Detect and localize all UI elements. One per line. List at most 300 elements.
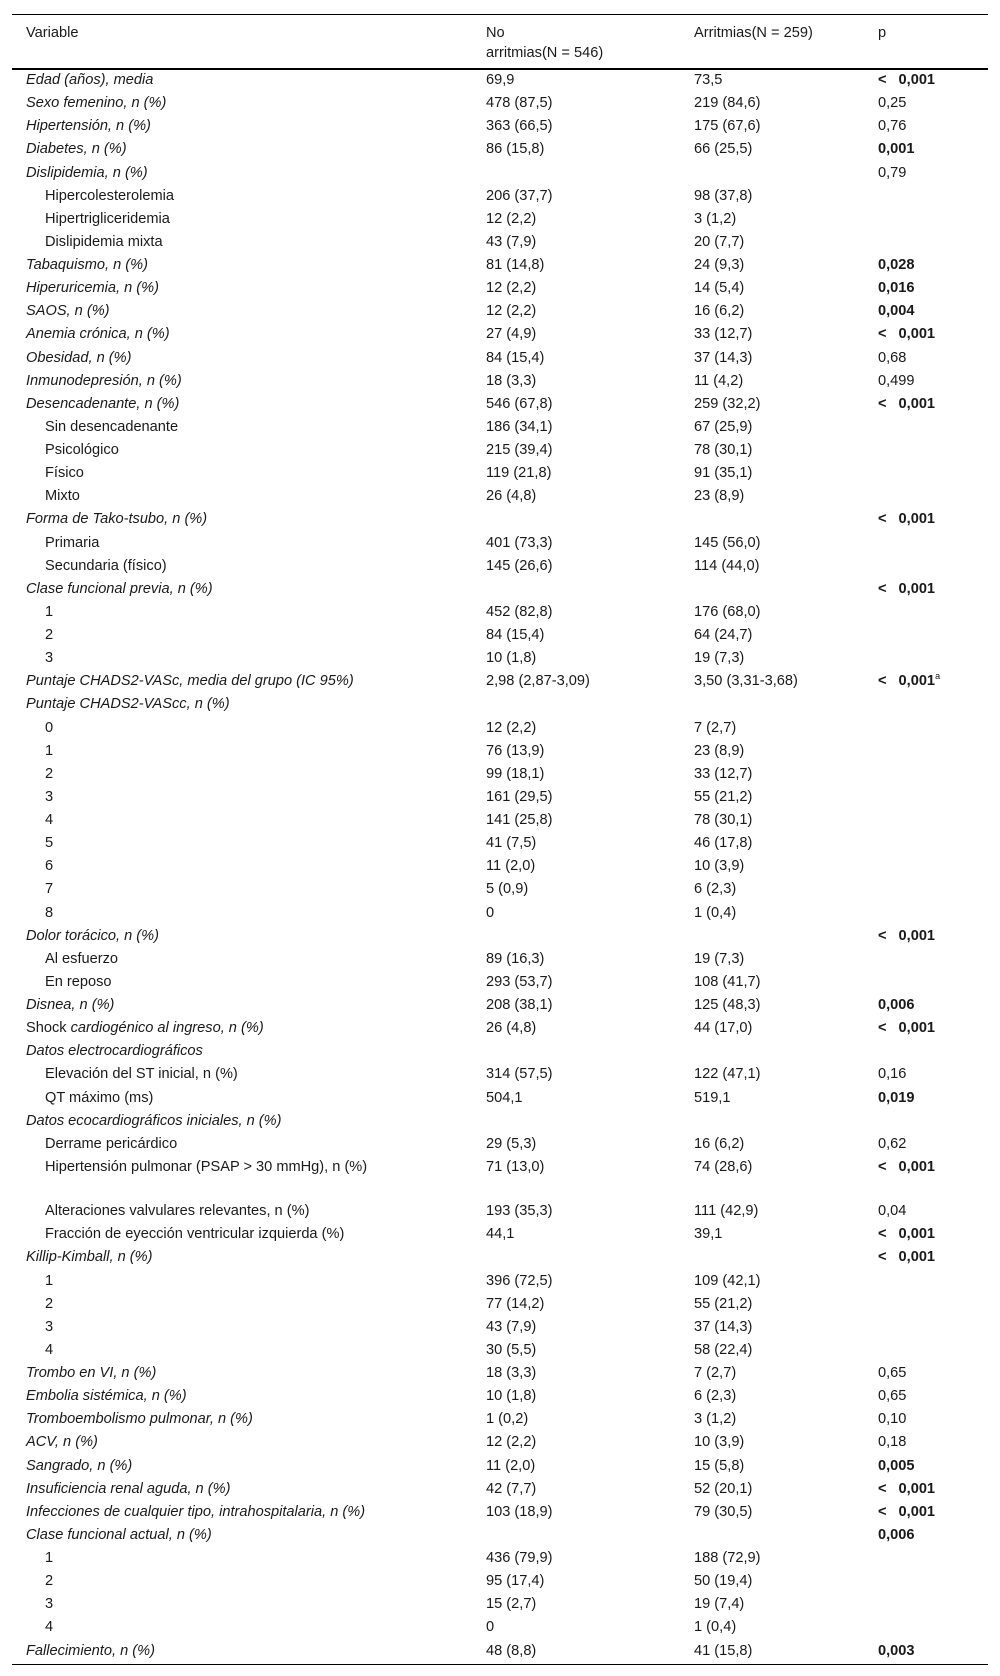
- variable-label: Datos ecocardiográficos iniciales, n (%): [26, 1112, 282, 1129]
- arritmias-cell: 1 (0,4): [694, 904, 737, 921]
- variable-label: 1: [45, 603, 54, 620]
- p-value-cell: [864, 209, 988, 232]
- no-arritmias-cell: [472, 163, 680, 186]
- variable-label: Edad (años), media: [26, 72, 154, 88]
- table-row: [12, 1479, 988, 1502]
- no-arritmias-cell: 119 (21,8): [486, 465, 552, 482]
- table-row: [12, 903, 988, 926]
- variable-label: Fracción de eyección ventricular izquierda (%): [45, 1226, 345, 1243]
- table-row: [12, 949, 988, 972]
- arritmias-cell: 19 (7,3): [694, 950, 745, 967]
- variable-cell: [12, 116, 472, 139]
- table-row: [12, 1386, 988, 1409]
- table-row: [12, 139, 988, 162]
- table-row: [12, 1201, 988, 1224]
- variable-cell: [12, 903, 472, 926]
- p-value-cell: [864, 718, 988, 741]
- p-value: 0,003: [878, 1642, 915, 1659]
- variable-cell: [12, 810, 472, 833]
- p-value: 0,001: [878, 141, 915, 158]
- p-value: 0,006: [878, 997, 915, 1013]
- table-row: [12, 509, 988, 532]
- p-value-cell: [864, 602, 988, 625]
- no-arritmias-cell: 314 (57,5): [486, 1066, 553, 1083]
- p-value: 0,006: [878, 1526, 915, 1543]
- arritmias-cell: 125 (48,3): [694, 997, 761, 1013]
- no-arritmias-cell: 145 (26,6): [486, 557, 553, 574]
- header-arritmias: Arritmias(N = 259): [694, 25, 813, 41]
- variable-label: Tabaquismo, n (%): [26, 257, 148, 273]
- p-value-cell: [864, 1201, 988, 1224]
- variable-cell: [12, 833, 472, 856]
- variable-cell: [12, 1525, 472, 1548]
- no-arritmias-cell: 89 (16,3): [486, 950, 545, 967]
- variable-label: QT máximo (ms): [45, 1089, 154, 1106]
- p-value-cell: [864, 1157, 988, 1201]
- variable-label: 5: [45, 835, 54, 852]
- no-arritmias-cell: 161 (29,5): [486, 788, 553, 805]
- p-value-cell: [864, 1088, 988, 1111]
- variable-label: 1: [45, 1550, 54, 1566]
- no-arritmias-cell: [472, 1041, 680, 1064]
- arritmias-cell: 78 (30,1): [694, 812, 753, 828]
- p-value-cell: [864, 579, 988, 602]
- table-row: [12, 209, 988, 232]
- variable-label: Obesidad, n (%): [26, 349, 132, 366]
- table-row: [12, 625, 988, 648]
- variable-cell: [12, 1363, 472, 1386]
- arritmias-cell: [680, 926, 864, 949]
- no-arritmias-cell: 77 (14,2): [486, 1295, 545, 1312]
- variable-cell: [12, 209, 472, 232]
- p-value: 0,001: [898, 395, 936, 412]
- variable-label: Hiperuricemia, n (%): [26, 280, 159, 297]
- no-arritmias-cell: 30 (5,5): [486, 1341, 537, 1358]
- less-than-sign: <: [878, 511, 887, 528]
- p-value: 0,001: [898, 1249, 936, 1266]
- no-arritmias-cell: 436 (79,9): [486, 1550, 553, 1566]
- table-row: [12, 1456, 988, 1479]
- no-arritmias-cell: 76 (13,9): [486, 742, 545, 759]
- arritmias-cell: 33 (12,7): [694, 765, 753, 782]
- p-value-cell: [864, 926, 988, 949]
- less-than-sign: <: [878, 395, 887, 412]
- variable-cell: [12, 856, 472, 879]
- no-arritmias-cell: 84 (15,4): [486, 349, 545, 366]
- arritmias-cell: 98 (37,8): [694, 187, 753, 204]
- variable-label: Sexo femenino, n (%): [26, 95, 167, 112]
- table-row: [12, 856, 988, 879]
- variable-label: SAOS, n (%): [26, 303, 110, 320]
- no-arritmias-cell: [472, 694, 680, 717]
- no-arritmias-cell: 71 (13,0): [486, 1158, 545, 1175]
- table-row: [12, 1111, 988, 1134]
- table-row: [12, 741, 988, 764]
- p-value-cell: [864, 1224, 988, 1247]
- no-arritmias-cell: [472, 1247, 680, 1270]
- variable-cell: [12, 1386, 472, 1409]
- no-arritmias-cell: 2,98 (2,87-3,09): [486, 673, 590, 690]
- variable-label: Físico: [45, 465, 84, 482]
- variable-cell: [12, 579, 472, 602]
- variable-cell: [12, 1134, 472, 1157]
- p-value: 0,001: [898, 580, 936, 597]
- table-row: [12, 324, 988, 347]
- table-row: [12, 533, 988, 556]
- variable-cell: [12, 1548, 472, 1571]
- variable-label: Diabetes, n (%): [26, 141, 127, 158]
- variable-label: 2: [45, 765, 54, 782]
- no-arritmias-cell: 0: [486, 1619, 495, 1636]
- p-value: 0,005: [878, 1457, 915, 1474]
- arritmias-cell: 78 (30,1): [694, 442, 753, 458]
- variable-label: Inmunodepresión, n (%): [26, 372, 182, 389]
- table-row: [12, 556, 988, 579]
- arritmias-cell: 46 (17,8): [694, 835, 753, 852]
- variable-label: Elevación del ST inicial, n (%): [45, 1066, 238, 1083]
- arritmias-cell: 1 (0,4): [694, 1619, 737, 1636]
- variable-cell: [12, 1409, 472, 1432]
- table-row: [12, 1134, 988, 1157]
- table-row: [12, 116, 988, 139]
- table-row: [12, 69, 988, 93]
- table-row: [12, 879, 988, 902]
- no-arritmias-cell: 193 (35,3): [486, 1203, 553, 1220]
- arritmias-cell: [680, 1247, 864, 1270]
- variable-label: Killip-Kimball, n (%): [26, 1249, 153, 1266]
- less-than-sign: <: [878, 580, 887, 597]
- no-arritmias-cell: [472, 1525, 680, 1548]
- table-row: [12, 1271, 988, 1294]
- variable-label: Embolia sistémica, n (%): [26, 1388, 187, 1405]
- no-arritmias-cell: 206 (37,7): [486, 187, 553, 204]
- p-value-cell: [864, 1134, 988, 1157]
- arritmias-cell: 74 (28,6): [694, 1158, 753, 1175]
- p-value: 0,65: [878, 1388, 907, 1405]
- p-value: 0,001: [898, 511, 936, 528]
- table-row: [12, 1409, 988, 1432]
- header-no-arritmias-line2: arritmias(N = 546): [486, 45, 604, 61]
- p-value: 0,001: [898, 1020, 936, 1037]
- p-value-cell: [864, 556, 988, 579]
- arritmias-cell: 79 (30,5): [694, 1503, 753, 1520]
- header-variable: Variable: [26, 25, 79, 41]
- p-value: 0,001: [898, 1503, 936, 1520]
- p-value-cell: [864, 417, 988, 440]
- variable-cell: [12, 417, 472, 440]
- variable-cell: [12, 1641, 472, 1665]
- p-value-cell: [864, 972, 988, 995]
- table-row: [12, 463, 988, 486]
- variable-cell: [12, 163, 472, 186]
- p-value-cell: [864, 1548, 988, 1571]
- table-row: [12, 1432, 988, 1455]
- table-row: [12, 1224, 988, 1247]
- variable-label: 3: [45, 1318, 54, 1335]
- variable-cell: [12, 741, 472, 764]
- arritmias-cell: 41 (15,8): [694, 1642, 753, 1659]
- less-than-sign: <: [878, 72, 887, 88]
- p-value-cell: [864, 1525, 988, 1548]
- p-value-cell: [864, 1409, 988, 1432]
- no-arritmias-cell: 27 (4,9): [486, 326, 537, 343]
- variable-cell: [12, 278, 472, 301]
- arritmias-cell: 19 (7,4): [694, 1596, 745, 1613]
- variable-label: cardiogénico al ingreso, n (%): [66, 1020, 264, 1037]
- variable-label: Psicológico: [45, 442, 119, 458]
- arritmias-cell: 44 (17,0): [694, 1020, 753, 1037]
- variable-cell: [12, 533, 472, 556]
- variable-cell: [12, 1340, 472, 1363]
- p-value-cell: [864, 486, 988, 509]
- p-value-cell: [864, 1018, 988, 1041]
- p-value-cell: [864, 648, 988, 671]
- table-row: [12, 301, 988, 324]
- table-row: [12, 833, 988, 856]
- table-row: [12, 1018, 988, 1041]
- less-than-sign: <: [878, 673, 887, 690]
- no-arritmias-cell: 26 (4,8): [486, 488, 537, 505]
- arritmias-cell: 64 (24,7): [694, 627, 753, 643]
- variable-label: Tromboembolismo pulmonar, n (%): [26, 1411, 253, 1428]
- arritmias-cell: 114 (44,0): [694, 557, 760, 574]
- no-arritmias-cell: [472, 926, 680, 949]
- table-row: [12, 1548, 988, 1571]
- p-value: 0,18: [878, 1434, 907, 1451]
- p-value-cell: [864, 1479, 988, 1502]
- variable-label: Dolor torácico, n (%): [26, 927, 160, 944]
- table-row: [12, 1247, 988, 1270]
- arritmias-cell: 10 (3,9): [694, 858, 745, 875]
- no-arritmias-cell: 363 (66,5): [486, 118, 553, 135]
- table-header: [12, 15, 988, 70]
- variable-label: 2: [45, 627, 54, 643]
- no-arritmias-cell: 12 (2,2): [486, 1434, 537, 1451]
- no-arritmias-cell: 504,1: [486, 1089, 523, 1106]
- no-arritmias-cell: 69,9: [486, 72, 515, 88]
- p-value: 0,16: [878, 1066, 907, 1083]
- p-value-cell: [864, 1617, 988, 1640]
- no-arritmias-cell: 18 (3,3): [486, 1365, 537, 1381]
- no-arritmias-cell: 546 (67,8): [486, 395, 553, 412]
- p-value-cell: [864, 1340, 988, 1363]
- arritmias-cell: 67 (25,9): [694, 418, 753, 435]
- no-arritmias-cell: 12 (2,2): [486, 303, 537, 320]
- arritmias-cell: 188 (72,9): [694, 1550, 761, 1566]
- table-row: [12, 972, 988, 995]
- no-arritmias-cell: 103 (18,9): [486, 1503, 553, 1520]
- table-row: [12, 278, 988, 301]
- variable-cell: [12, 509, 472, 532]
- less-than-sign: <: [878, 1480, 887, 1497]
- p-value-cell: [864, 1294, 988, 1317]
- no-arritmias-cell: 401 (73,3): [486, 534, 553, 551]
- less-than-sign: <: [878, 1503, 887, 1520]
- variable-cell: [12, 1041, 472, 1064]
- variable-label: Forma de Tako-tsubo, n (%): [26, 511, 208, 528]
- arritmias-cell: 58 (22,4): [694, 1341, 753, 1358]
- no-arritmias-cell: 42 (7,7): [486, 1480, 537, 1497]
- no-arritmias-cell: 84 (15,4): [486, 627, 545, 643]
- variable-label: Sangrado, n (%): [26, 1457, 133, 1474]
- table-row: [12, 764, 988, 787]
- p-value-cell: [864, 1571, 988, 1594]
- variable-label: Alteraciones valvulares relevantes, n (%): [45, 1203, 310, 1220]
- variable-label: 3: [45, 1596, 54, 1613]
- variable-label: Primaria: [45, 534, 100, 551]
- table-row: [12, 1041, 988, 1064]
- p-value-cell: [864, 348, 988, 371]
- p-value: 0,25: [878, 95, 907, 112]
- variable-cell: [12, 764, 472, 787]
- variable-cell: [12, 1201, 472, 1224]
- table-row: [12, 232, 988, 255]
- variable-label: 3: [45, 788, 54, 805]
- p-value: 0,001: [898, 673, 936, 690]
- variable-label: Anemia crónica, n (%): [26, 326, 170, 343]
- table-row: [12, 995, 988, 1018]
- variable-label: 2: [45, 1573, 54, 1590]
- variable-label: Fallecimiento, n (%): [26, 1642, 155, 1659]
- variable-label: 4: [45, 1341, 54, 1358]
- p-value-cell: [864, 741, 988, 764]
- p-value: 0,016: [878, 280, 915, 297]
- variable-cell: [12, 1502, 472, 1525]
- arritmias-cell: [680, 1111, 864, 1134]
- table-row: [12, 371, 988, 394]
- variable-cell: [12, 787, 472, 810]
- p-value-cell: [864, 764, 988, 787]
- p-value-cell: [864, 440, 988, 463]
- less-than-sign: <: [878, 1158, 887, 1175]
- table-row: [12, 1294, 988, 1317]
- table-row: [12, 163, 988, 186]
- no-arritmias-cell: 215 (39,4): [486, 442, 553, 458]
- arritmias-cell: 33 (12,7): [694, 326, 753, 343]
- table-row: [12, 255, 988, 278]
- table-row: [12, 694, 988, 717]
- variable-label: Datos electrocardiográficos: [26, 1043, 203, 1060]
- arritmias-cell: 7 (2,7): [694, 1365, 737, 1381]
- variable-label: Hipertensión, n (%): [26, 118, 151, 135]
- table-row: [12, 394, 988, 417]
- variable-cell: [12, 995, 472, 1018]
- no-arritmias-cell: 396 (72,5): [486, 1272, 553, 1289]
- table-row: [12, 1525, 988, 1548]
- p-value-cell: [864, 1111, 988, 1134]
- variable-label: Hipertrigliceridemia: [45, 210, 170, 227]
- variable-label: 2: [45, 1295, 54, 1312]
- arritmias-cell: [680, 579, 864, 602]
- p-value-cell: [864, 1247, 988, 1270]
- variable-cell: [12, 93, 472, 116]
- no-arritmias-cell: 43 (7,9): [486, 1318, 537, 1335]
- p-value-cell: [864, 1432, 988, 1455]
- variable-cell: [12, 232, 472, 255]
- variable-cell: [12, 69, 472, 93]
- variable-cell: [12, 1088, 472, 1111]
- no-arritmias-cell: [472, 509, 680, 532]
- variable-label: 0: [45, 719, 54, 736]
- no-arritmias-cell: 95 (17,4): [486, 1573, 545, 1590]
- arritmias-cell: 39,1: [694, 1226, 723, 1243]
- table-row: [12, 1502, 988, 1525]
- p-value: 0,68: [878, 349, 907, 366]
- no-arritmias-cell: 141 (25,8): [486, 812, 553, 828]
- arritmias-cell: 37 (14,3): [694, 1318, 753, 1335]
- variable-label: 8: [45, 904, 54, 921]
- variable-cell: [12, 671, 472, 694]
- no-arritmias-cell: 18 (3,3): [486, 372, 537, 389]
- no-arritmias-cell: 186 (34,1): [486, 418, 553, 435]
- variable-label: Hipertensión pulmonar (PSAP > 30 mmHg), n (%): [45, 1158, 368, 1175]
- table-row: [12, 93, 988, 116]
- arritmias-cell: 3,50 (3,31-3,68): [694, 673, 798, 690]
- p-value: 0,65: [878, 1365, 907, 1381]
- table-row: [12, 787, 988, 810]
- p-value-cell: [864, 625, 988, 648]
- no-arritmias-cell: [472, 1111, 680, 1134]
- no-arritmias-cell: 293 (53,7): [486, 973, 553, 990]
- p-value: 0,04: [878, 1203, 907, 1220]
- variable-label: Al esfuerzo: [45, 950, 119, 967]
- variable-cell: [12, 1064, 472, 1087]
- arritmias-cell: 6 (2,3): [694, 1388, 737, 1405]
- variable-label: Desencadenante, n (%): [26, 395, 180, 412]
- arritmias-cell: 3 (1,2): [694, 1411, 737, 1428]
- table-row: [12, 186, 988, 209]
- p-value-cell: [864, 1363, 988, 1386]
- no-arritmias-cell: 41 (7,5): [486, 835, 537, 852]
- arritmias-cell: 109 (42,1): [694, 1272, 761, 1289]
- less-than-sign: <: [878, 1020, 887, 1037]
- variable-cell: [12, 440, 472, 463]
- table-row: [12, 1594, 988, 1617]
- p-value-cell: [864, 463, 988, 486]
- p-value-cell: [864, 1641, 988, 1665]
- no-arritmias-cell: 11 (2,0): [486, 858, 536, 875]
- variable-cell: [12, 1479, 472, 1502]
- p-value-cell: [864, 139, 988, 162]
- p-value: 0,79: [878, 164, 907, 181]
- variable-label: En reposo: [45, 973, 112, 990]
- variable-label: 7: [45, 881, 54, 898]
- arritmias-cell: 3 (1,2): [694, 210, 737, 227]
- p-value: 0,001: [898, 1226, 936, 1243]
- variable-cell: [12, 718, 472, 741]
- p-value-cell: [864, 1271, 988, 1294]
- table-row: [12, 926, 988, 949]
- arritmias-cell: 16 (6,2): [694, 1135, 745, 1152]
- arritmias-cell: 24 (9,3): [694, 257, 745, 273]
- no-arritmias-cell: 29 (5,3): [486, 1135, 537, 1152]
- variable-cell: [12, 1432, 472, 1455]
- p-value: 0,004: [878, 303, 915, 320]
- p-value-cell: [864, 949, 988, 972]
- variable-cell: [12, 463, 472, 486]
- variable-label: Hipercolesterolemia: [45, 187, 174, 204]
- arritmias-cell: 11 (4,2): [694, 372, 744, 389]
- variable-label: Dislipidemia mixta: [45, 233, 163, 250]
- p-value-cell: [864, 1041, 988, 1064]
- no-arritmias-cell: 44,1: [486, 1226, 515, 1243]
- no-arritmias-cell: 43 (7,9): [486, 233, 537, 250]
- arritmias-cell: 176 (68,0): [694, 603, 761, 620]
- variable-label: ACV, n (%): [26, 1434, 98, 1451]
- p-value-cell: [864, 69, 988, 93]
- arritmias-cell: 122 (47,1): [694, 1066, 761, 1083]
- p-value-cell: [864, 116, 988, 139]
